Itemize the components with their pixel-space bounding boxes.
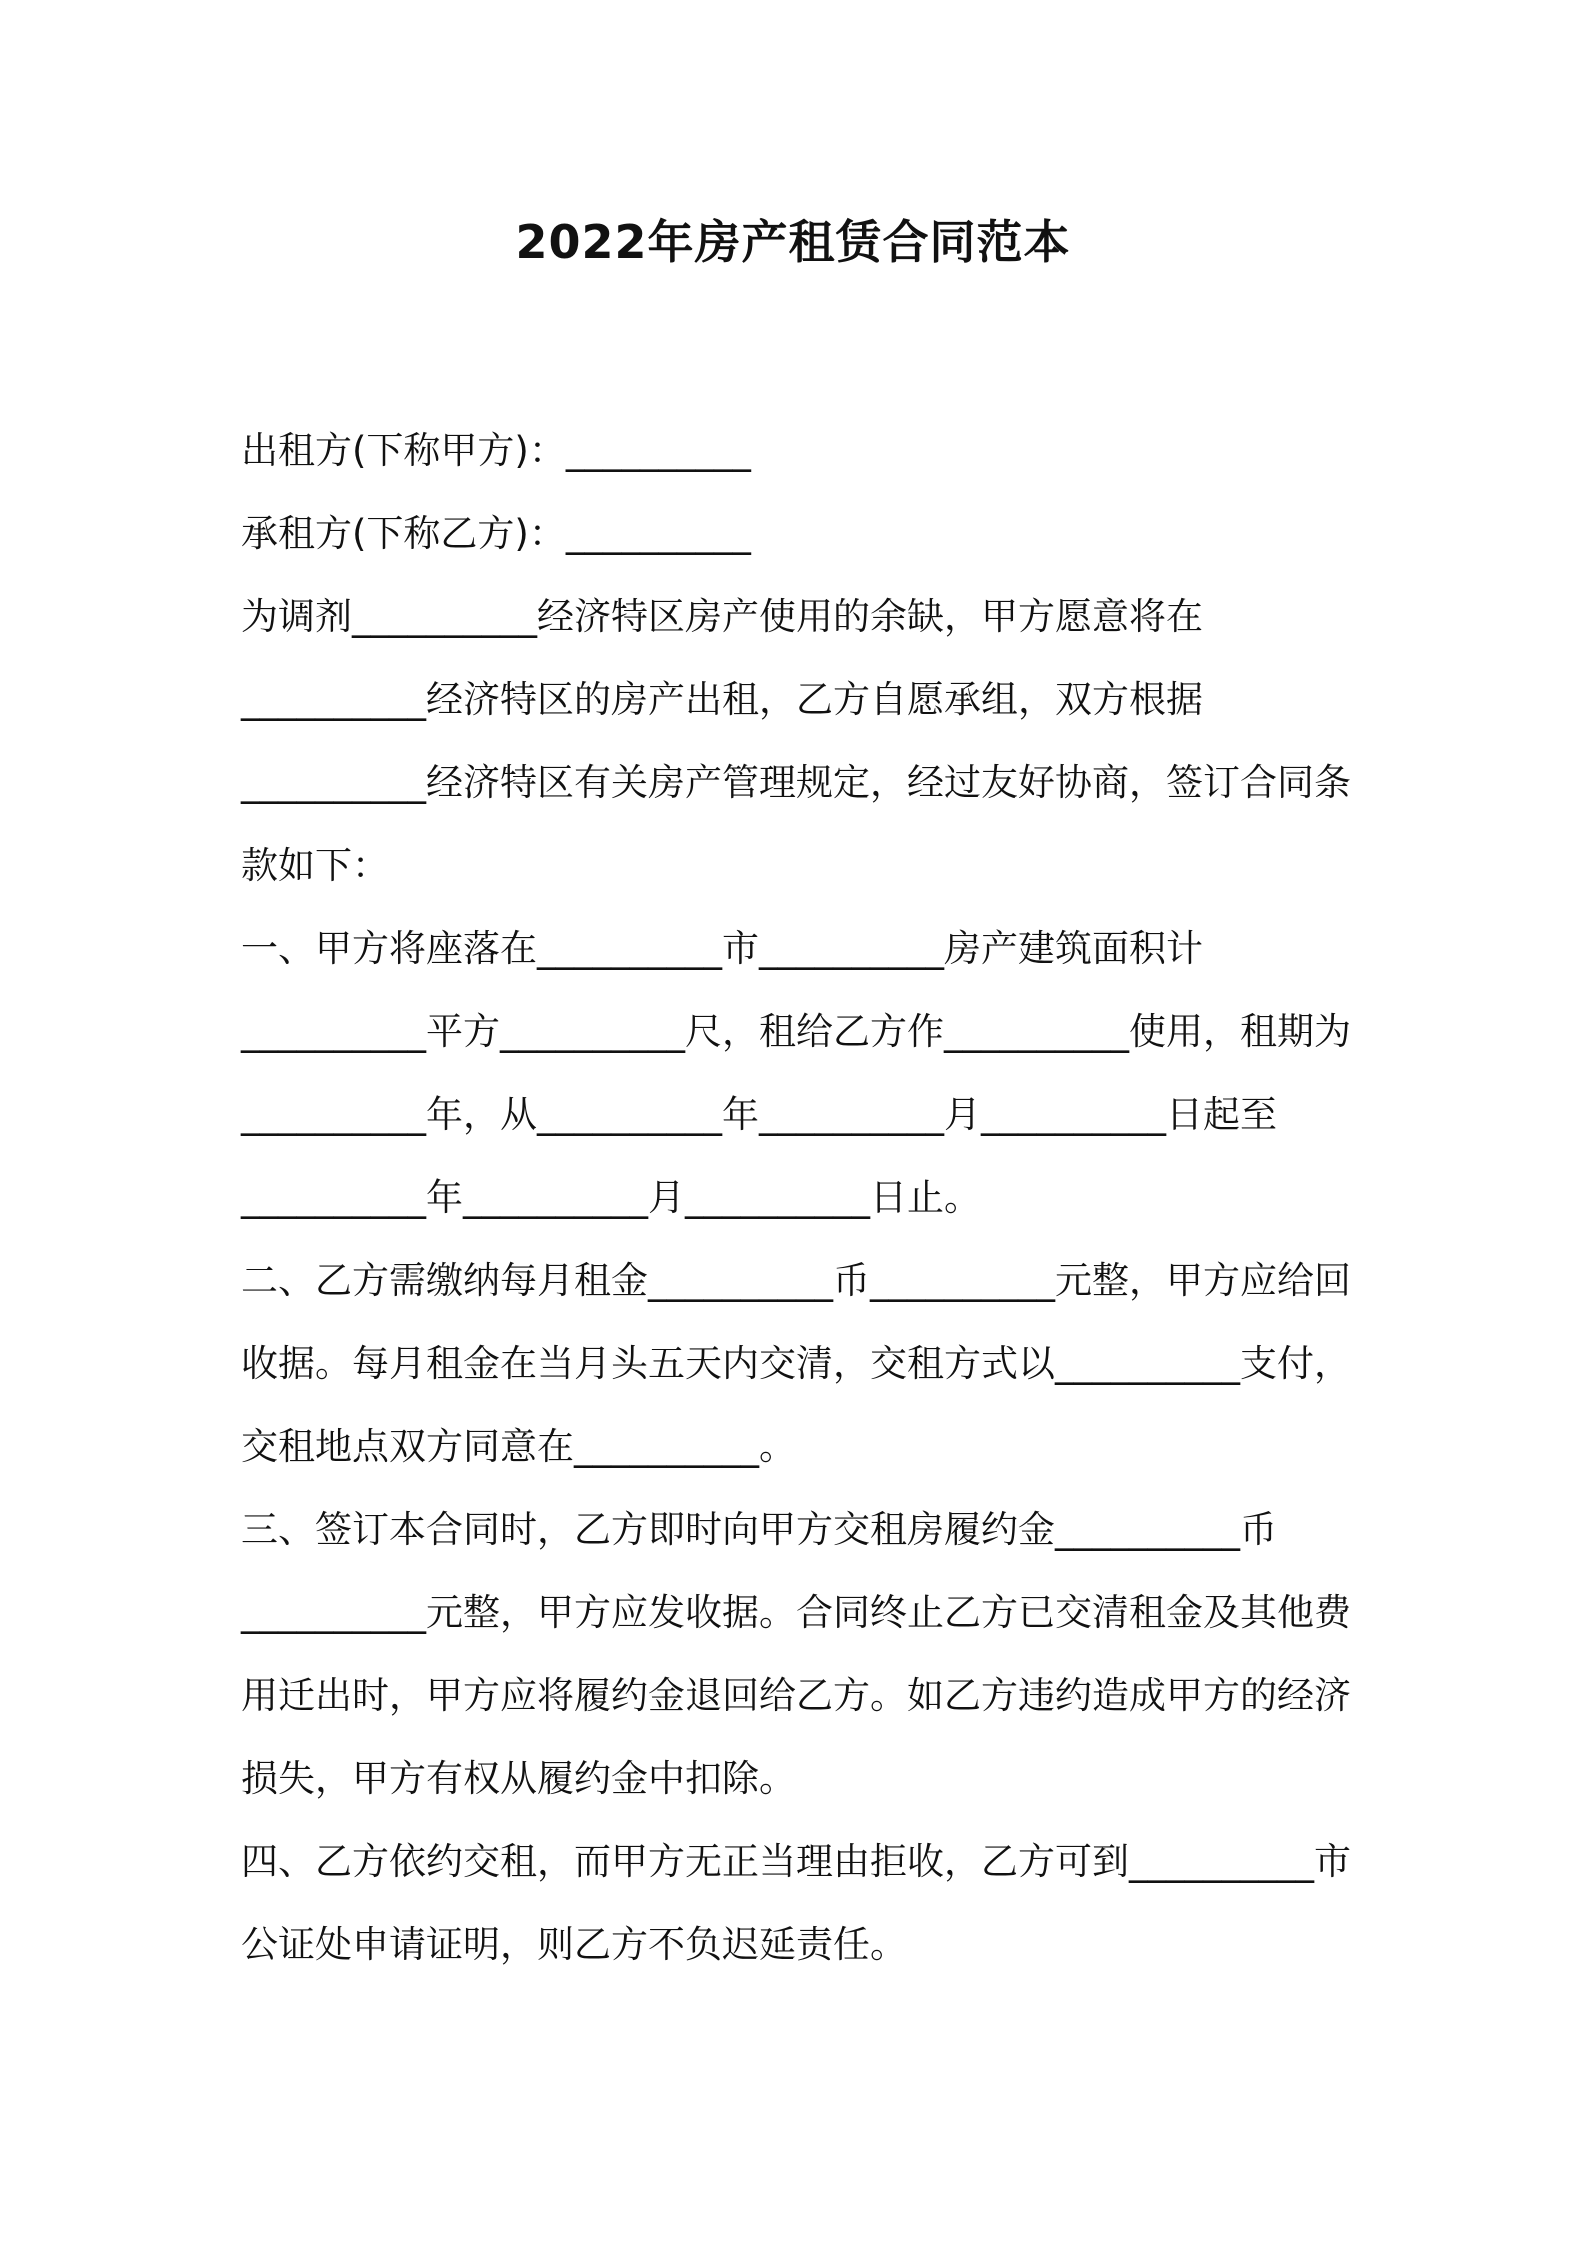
clause-3: 三、签订本合同时，乙方即时向甲方交租房履约金__________币__________元整，甲方应发收据。合同终止乙方已交清租金及其他费用迁出时，甲方应将履约金退回给乙方。如乙方违约造成甲方的经济损失，甲方有权从履约金中扣除。 bbox=[241, 1508, 1351, 1800]
clause-4: 四、乙方依约交租，而甲方无正当理由拒收，乙方可到__________市公证处申请证明，则乙方不负迟延责任。 bbox=[241, 1840, 1351, 1966]
preamble-paragraph: 为调剂__________经济特区房产使用的余缺，甲方愿意将在__________经济特区的房产出租，乙方自愿承组，双方根据__________经济特区有关房产管理规定，经过友好协商，签订合同条款如下： bbox=[241, 595, 1351, 887]
lessor-line: 出租方(下称甲方)：__________ bbox=[241, 429, 751, 472]
document-body bbox=[241, 409, 1361, 1986]
clause-2: 二、乙方需缴纳每月租金__________币__________元整，甲方应给回收据。每月租金在当月头五天内交清，交租方式以__________支付，交租地点双方同意在__________。 bbox=[241, 1259, 1351, 1468]
clause-1: 一、甲方将座落在__________市__________房产建筑面积计__________平方__________尺，租给乙方作__________使用，租期为__________年，从__________年__________月__________日起至__________年__________月__________日止。 bbox=[241, 927, 1351, 1219]
document-title: 2022年房产租赁合同范本 bbox=[515, 215, 1071, 269]
lessee-line: 承租方(下称乙方)：__________ bbox=[241, 512, 751, 555]
